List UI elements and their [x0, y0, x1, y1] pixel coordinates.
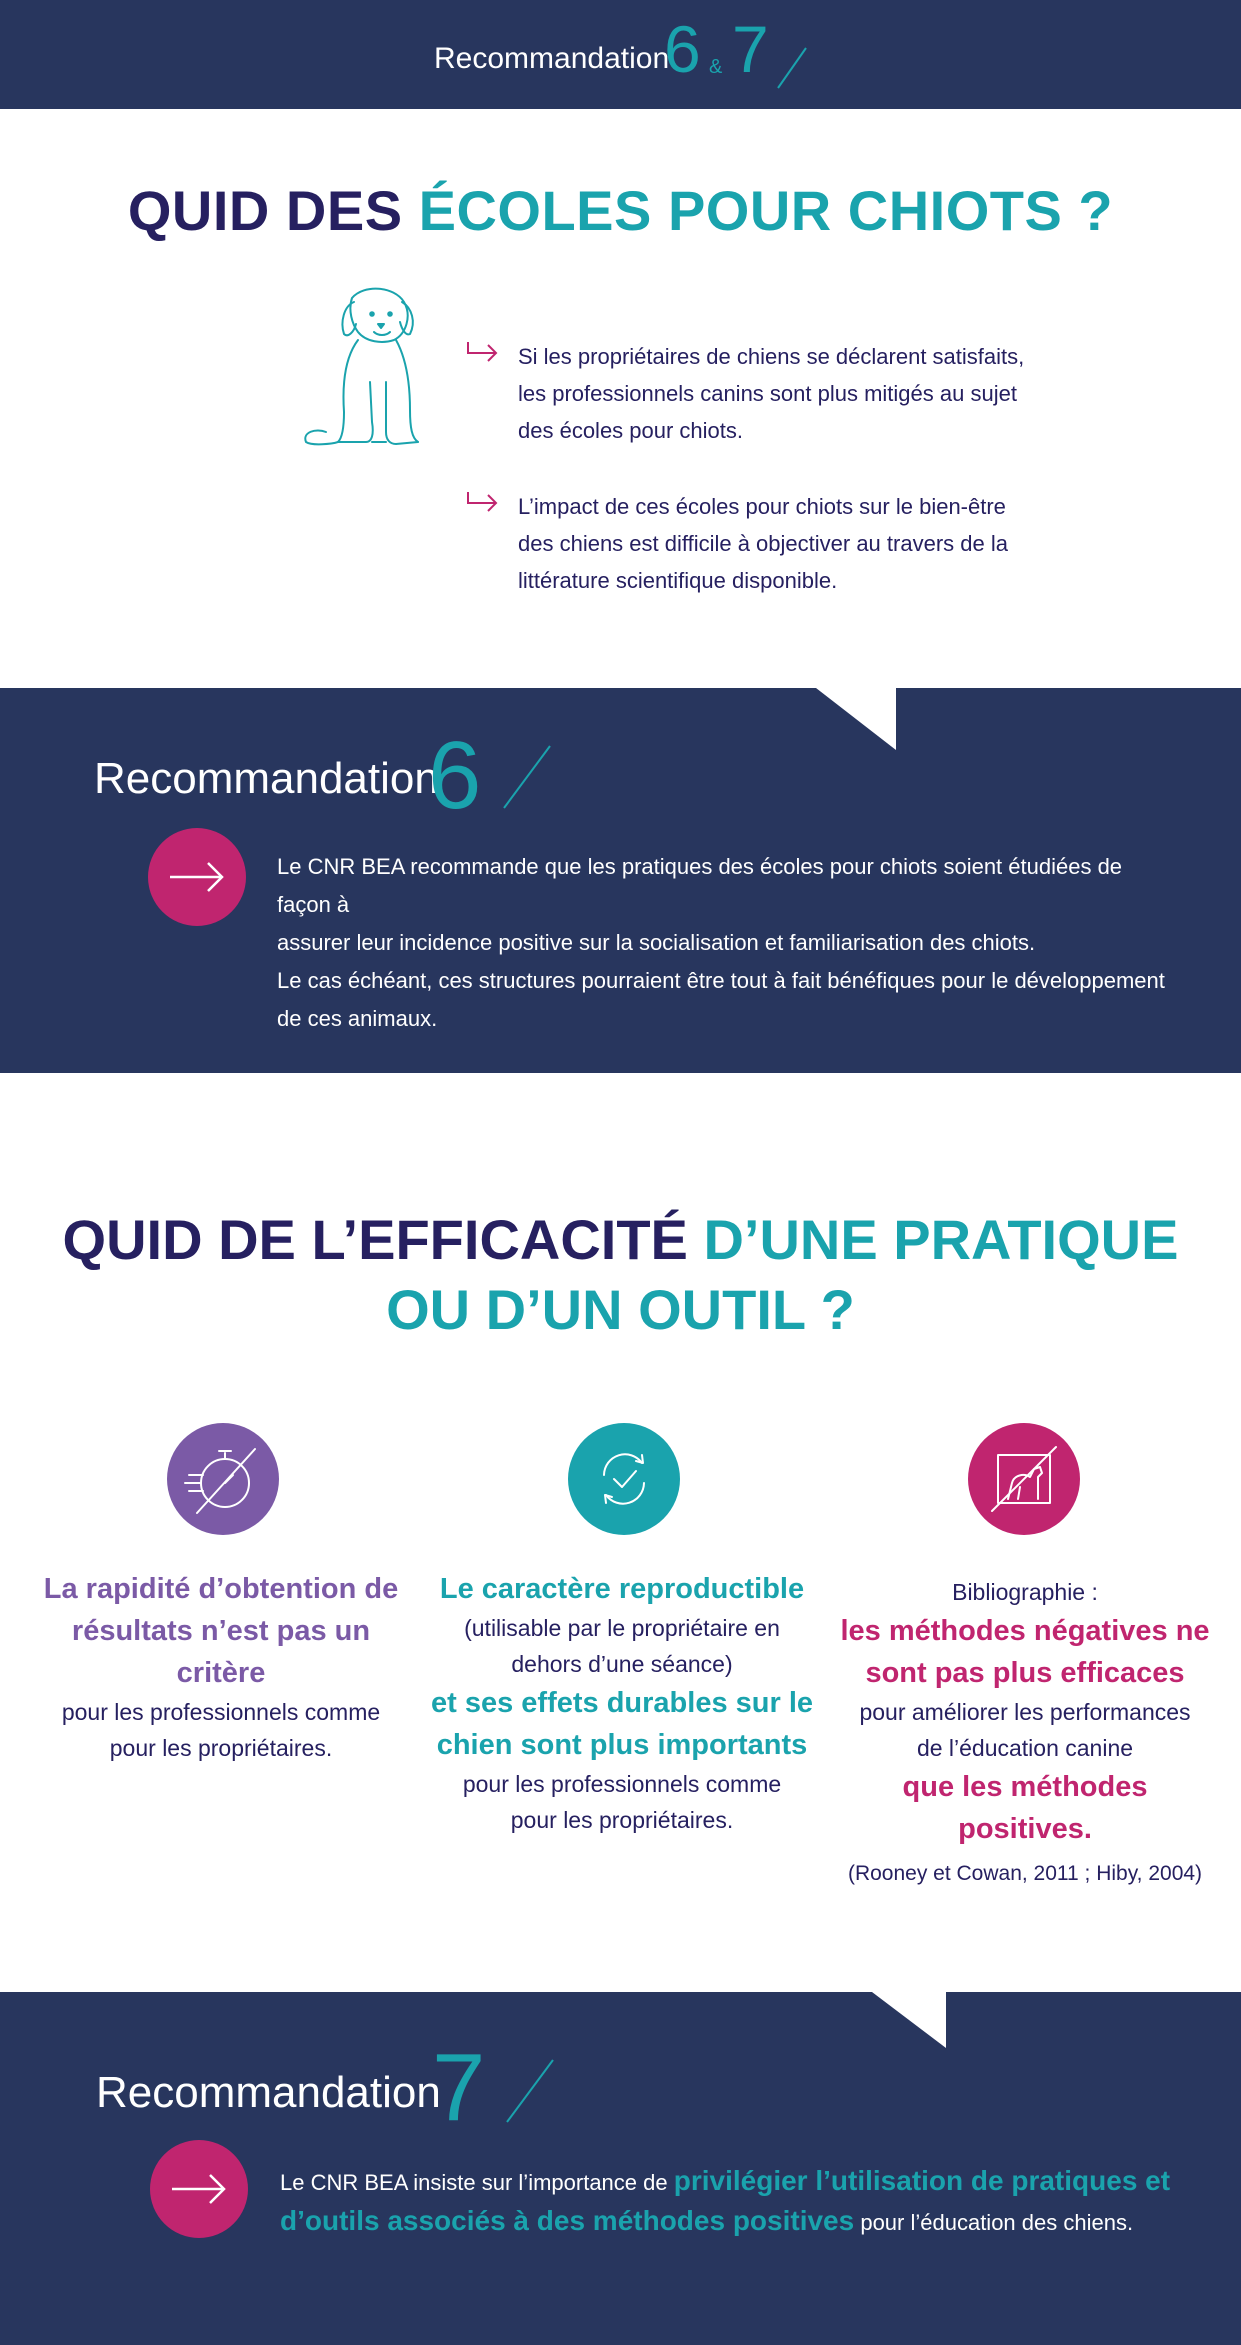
bullet-1-line-1: Si les propriétaires de chiens se déclarent satisfaits, — [518, 344, 1025, 369]
bullet-2-line-3: littérature scientifique disponible. — [518, 568, 838, 593]
column-2-text-4: pour les propriétaires. — [510, 1807, 734, 1833]
bullet-2-line-2: des chiens est difficile à objectiver au travers de la — [518, 531, 1008, 556]
recommendation-6-label: Recommandation — [94, 754, 439, 803]
top-header-bar — [0, 0, 1241, 109]
header-ampersand: & — [709, 56, 723, 78]
section-title-puppy-schools: QUID DES ÉCOLES POUR CHIOTS ? — [127, 179, 1114, 242]
recommendation-7-highlight-2: d’outils associés à des méthodes positives — [280, 2205, 855, 2236]
recommendation-7-highlight-1: privilégier l’utilisation de pratiques et — [673, 2165, 1171, 2196]
column-3-highlight-1: les méthodes négatives ne — [840, 1615, 1210, 1647]
bullet-1-line-3: des écoles pour chiots. — [518, 418, 744, 443]
slash-icon — [776, 46, 808, 90]
bullet-item-2 — [466, 488, 1026, 599]
column-3-text-2: pour améliorer les performances — [859, 1699, 1191, 1725]
column-3-reference: (Rooney et Cowan, 2011 ; Hiby, 2004) — [847, 1862, 1203, 1885]
header-number-6: 6 — [664, 12, 701, 86]
column-2-highlight-1: Le caractère reproductible — [439, 1573, 805, 1605]
speech-notch — [816, 688, 896, 750]
recommendation-7-text: Le CNR BEA insiste sur l’importance de privilégier l’utilisation de pratiques et d’outils associés à des méthodes positives pour l’éducation des chiens. — [280, 2165, 1171, 2236]
header-label: Recommandation — [434, 42, 670, 75]
column-3-text-3: de l’éducation canine — [916, 1735, 1134, 1761]
recommendation-7-number: 7 — [432, 2034, 486, 2141]
column-1-highlight-1: La rapidité d’obtention de — [43, 1573, 399, 1605]
column-2-text-1: (utilisable par le propriétaire en — [464, 1615, 780, 1641]
column-speed — [30, 1568, 412, 1766]
stopwatch-crossed-icon — [167, 1423, 279, 1535]
column-2-highlight-3: chien sont plus importants — [436, 1729, 808, 1761]
column-reproducible — [430, 1568, 814, 1838]
arrow-circle-icon — [148, 828, 246, 926]
arrow-bullet-icon — [466, 490, 500, 516]
arrow-circle-icon — [150, 2140, 248, 2238]
bullet-2-line-1: L’impact de ces écoles pour chiots sur le bien-être — [518, 494, 1006, 519]
column-bibliography — [834, 1574, 1216, 1892]
header-number-7: 7 — [732, 12, 769, 86]
recommendation-6-text: Le CNR BEA recommande que les pratiques des écoles pour chiots soient étudiées de façon à assurer leur incidence positive sur la socialisation et familiarisation des chiots. Le cas échéant, ces structures pourraient être tout à fait bénéfiques pour le développement de ces animaux. — [277, 854, 1165, 1031]
slash-icon — [502, 744, 552, 810]
column-1-text-1: pour les professionnels comme — [61, 1699, 381, 1725]
bullet-1-line-2: les professionnels canins sont plus mitigés au sujet — [518, 381, 1017, 406]
column-3-text-1: Bibliographie : — [952, 1579, 1098, 1605]
speech-notch — [872, 1992, 946, 2048]
column-1-highlight-2: résultats n’est pas un critère — [71, 1615, 371, 1689]
column-2-text-3: pour les professionnels comme — [462, 1771, 782, 1797]
column-2-text-2: dehors d’une séance) — [511, 1651, 733, 1677]
slash-icon — [505, 2058, 555, 2124]
cycle-check-icon — [568, 1423, 680, 1535]
column-1-text-2: pour les propriétaires. — [109, 1735, 333, 1761]
column-2-highlight-2: et ses effets durables sur le — [431, 1687, 813, 1719]
section-title-effectiveness: QUID DE L’EFFICACITÉ D’UNE PRATIQUE OU D’UN OUTIL ? — [62, 1208, 1179, 1341]
column-3-highlight-3: que les méthodes — [902, 1771, 1148, 1803]
bullet-item-1 — [466, 338, 1026, 449]
recommendation-7-block — [0, 1992, 1241, 2345]
puppy-icon — [302, 282, 432, 452]
recommendation-6-block — [0, 688, 1241, 1073]
arrow-bullet-icon — [466, 340, 500, 366]
recommendation-6-number: 6 — [428, 722, 482, 829]
recommendation-7-label: Recommandation — [96, 2068, 441, 2117]
dog-no-icon — [968, 1423, 1080, 1535]
column-3-highlight-4: positives. — [958, 1813, 1092, 1845]
column-3-highlight-2: sont pas plus efficaces — [865, 1657, 1185, 1689]
